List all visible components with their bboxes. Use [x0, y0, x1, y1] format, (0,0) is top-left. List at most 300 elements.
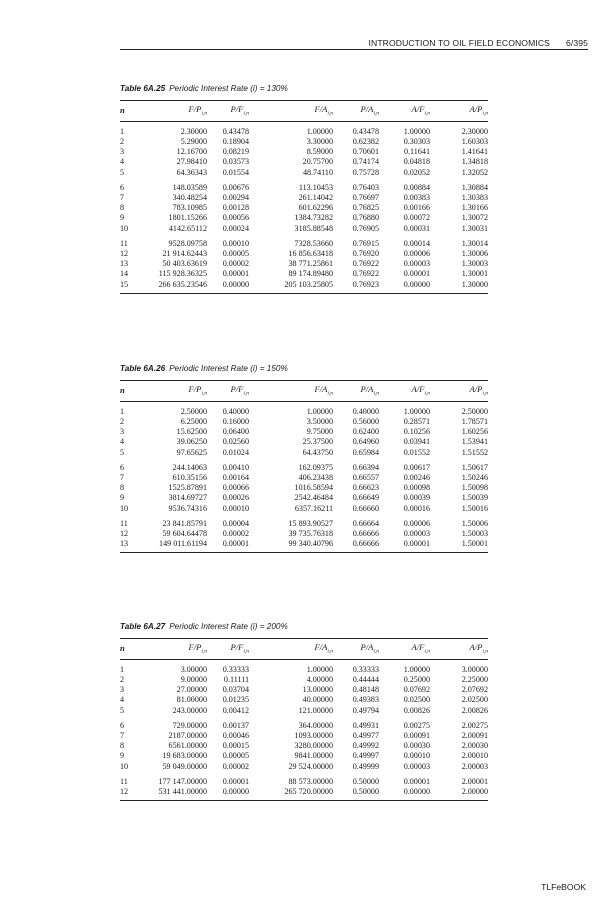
- factor-cell: 601.62296: [298, 203, 333, 213]
- table-row: [120, 224, 488, 234]
- period-cell: 2: [120, 136, 125, 146]
- table-row: [120, 716, 488, 731]
- factor-cell: 115 928.36325: [158, 269, 207, 279]
- factor-cell: 99 340.40796: [249, 539, 333, 553]
- table-row: [120, 178, 488, 193]
- factor-cell: 0.49999: [352, 761, 379, 771]
- period-cell: 13: [120, 259, 129, 269]
- period-cell: 4: [120, 695, 125, 705]
- factor-cell: 0.66394: [352, 462, 379, 472]
- factor-cell: 3.00000: [180, 664, 207, 674]
- period-cell: 4: [120, 437, 125, 447]
- factor-cell: 1.50617: [461, 462, 488, 472]
- table-row: [120, 249, 488, 259]
- column-header: $F/P_{i,n}$: [143, 639, 207, 660]
- table-row: [120, 280, 488, 294]
- factor-cell: 0.00001: [403, 776, 430, 786]
- period-cell: 10: [120, 223, 129, 233]
- factor-cell: 1.30001: [461, 269, 488, 279]
- factor-cell: 0.40000: [352, 406, 379, 416]
- factor-cell: 25.37500: [302, 437, 333, 447]
- table-row: [120, 234, 488, 249]
- factor-cell: 1.30031: [461, 223, 488, 233]
- factor-cell: 0.66660: [352, 503, 379, 513]
- factor-cell: 0.76922: [352, 259, 379, 269]
- period-cell: 5: [120, 167, 125, 177]
- factor-cell: 0.00098: [403, 483, 430, 493]
- factor-cell: 2.50000: [180, 406, 207, 416]
- period-cell: 7: [120, 472, 125, 482]
- factor-cell: 0.06400: [222, 427, 249, 437]
- factor-cell: 21 914.62443: [162, 248, 207, 258]
- factor-cell: 0.01554: [222, 167, 249, 177]
- factor-cell: 1.53941: [461, 437, 488, 447]
- table-row: [120, 203, 488, 213]
- running-header: [120, 38, 588, 48]
- factor-cell: 0.00001: [403, 269, 430, 279]
- table-row: [120, 427, 488, 437]
- factor-cell: 8.59000: [306, 147, 333, 157]
- factor-cell: 16 856.63418: [288, 248, 333, 258]
- factor-cell: 0.00676: [222, 182, 249, 192]
- factor-cell: 3.00000: [461, 664, 488, 674]
- period-cell: 9: [120, 493, 125, 503]
- factor-cell: 0.00003: [403, 528, 430, 538]
- factor-cell: 0.00002: [222, 528, 249, 538]
- factor-cell: 2.00001: [461, 776, 488, 786]
- factor-cell: 0.62382: [352, 136, 379, 146]
- table-row: [120, 539, 488, 553]
- period-cell: 8: [120, 203, 125, 213]
- factor-cell: 1.41641: [461, 147, 488, 157]
- table-row: [120, 493, 488, 503]
- column-header: $A/F_{i,n}$: [379, 381, 430, 402]
- period-cell: 10: [120, 761, 129, 771]
- factor-cell: 1.34818: [461, 157, 488, 167]
- column-header: $A/P_{i,n}$: [430, 639, 488, 660]
- factor-cell: 38 771.25861: [288, 259, 333, 269]
- factor-cell: 1.50039: [461, 493, 488, 503]
- table-caption: [120, 364, 488, 373]
- factor-cell: 0.08219: [222, 147, 249, 157]
- column-header: $F/P_{i,n}$: [143, 101, 207, 122]
- factor-cell: 50 403.63619: [162, 259, 207, 269]
- period-cell: 4: [120, 157, 125, 167]
- factor-cell: 6561.00000: [168, 741, 207, 751]
- footer-watermark: TLFeBOOK: [541, 882, 586, 892]
- factor-cell: 0.18904: [222, 136, 249, 146]
- table-row: [120, 514, 488, 529]
- factor-cell: 13.00000: [302, 685, 333, 695]
- factor-cell: 0.00066: [222, 483, 249, 493]
- period-cell: 3: [120, 685, 125, 695]
- factor-cell: 0.00031: [403, 223, 430, 233]
- factor-cell: 1.30072: [461, 213, 488, 223]
- factor-cell: 2.00091: [461, 730, 488, 740]
- interest-factor-table: [120, 638, 488, 801]
- table-row: [120, 762, 488, 772]
- factor-cell: 0.76923: [333, 280, 379, 294]
- factor-cell: 0.49977: [352, 730, 379, 740]
- factor-cell: 0.76880: [352, 213, 379, 223]
- factor-cell: 1.00000: [306, 126, 333, 136]
- factor-cell: 113.10453: [298, 182, 333, 192]
- factor-cell: 1.60303: [461, 136, 488, 146]
- factor-cell: 88 573.00000: [288, 776, 333, 786]
- factor-cell: 0.07692: [403, 685, 430, 695]
- factor-cell: 0.01024: [222, 447, 249, 457]
- factor-cell: 0.00056: [222, 213, 249, 223]
- factor-cell: 148.03589: [172, 182, 207, 192]
- factor-cell: 0.00039: [403, 493, 430, 503]
- factor-cell: 0.00275: [403, 720, 430, 730]
- period-cell: 3: [120, 427, 125, 437]
- factor-cell: 20.75700: [302, 157, 333, 167]
- factor-cell: 6357.16211: [294, 503, 333, 513]
- column-header: $F/P_{i,n}$: [143, 381, 207, 402]
- factor-cell: 1.32052: [461, 167, 488, 177]
- factor-cell: 2.00826: [461, 705, 488, 715]
- table-row: [120, 137, 488, 147]
- factor-cell: 0.56000: [352, 416, 379, 426]
- factor-cell: 0.49794: [352, 705, 379, 715]
- factor-cell: 1.30383: [461, 192, 488, 202]
- table-caption-text: Periodic Interest Rate (i) = 150%: [169, 364, 288, 373]
- factor-cell: 0.00383: [403, 192, 430, 202]
- table-label: Table 6A.27: [120, 622, 166, 631]
- period-cell: 14: [120, 269, 129, 279]
- factor-cell: 1801.15266: [168, 213, 207, 223]
- factor-cell: 1384.73282: [294, 213, 333, 223]
- factor-cell: 0.76905: [352, 223, 379, 233]
- column-header: $P/A_{i,n}$: [333, 101, 379, 122]
- factor-cell: 9536.74316: [168, 503, 207, 513]
- factor-cell: 9841.00000: [294, 751, 333, 761]
- factor-cell: 0.03573: [222, 157, 249, 167]
- factor-cell: 0.00826: [403, 705, 430, 715]
- factor-cell: 364.00000: [298, 720, 333, 730]
- table-row: [120, 269, 488, 279]
- factor-cell: 0.62400: [352, 427, 379, 437]
- factor-cell: 0.66557: [352, 472, 379, 482]
- period-cell: 8: [120, 741, 125, 751]
- factor-cell: 0.00617: [403, 462, 430, 472]
- period-cell: 15: [120, 280, 143, 294]
- factor-cell: 0.28571: [403, 416, 430, 426]
- factor-cell: 244.14063: [172, 462, 207, 472]
- period-cell: 5: [120, 447, 125, 457]
- factor-cell: 3.50000: [306, 416, 333, 426]
- table-row: [120, 437, 488, 447]
- period-cell: 12: [120, 528, 129, 538]
- factor-cell: 1.78571: [461, 416, 488, 426]
- period-cell: 12: [120, 248, 129, 258]
- factor-cell: 2.25000: [461, 674, 488, 684]
- factor-cell: 1.00000: [403, 664, 430, 674]
- factor-cell: 0.66666: [333, 539, 379, 553]
- factor-cell: 1.30003: [461, 259, 488, 269]
- factor-cell: 1.50246: [461, 472, 488, 482]
- factor-cell: 1093.00000: [294, 730, 333, 740]
- factor-cell: 1.50098: [461, 483, 488, 493]
- factor-cell: 2.00010: [461, 751, 488, 761]
- factor-cell: 0.00412: [222, 705, 249, 715]
- interest-factor-table: [120, 380, 488, 553]
- factor-cell: 0.00010: [403, 751, 430, 761]
- factor-cell: 0.49931: [352, 720, 379, 730]
- column-header: $P/A_{i,n}$: [333, 639, 379, 660]
- table-row: [120, 675, 488, 685]
- period-cell: 12: [120, 787, 143, 801]
- period-cell: 9: [120, 213, 125, 223]
- column-header: $A/F_{i,n}$: [379, 639, 430, 660]
- table-row: [120, 473, 488, 483]
- table-row: [120, 157, 488, 167]
- period-cell: 6: [120, 720, 125, 730]
- period-cell: 11: [120, 776, 128, 786]
- factor-cell: 0.00001: [222, 269, 249, 279]
- table-caption: [120, 622, 488, 631]
- period-cell: 1: [120, 126, 125, 136]
- table-row: [120, 448, 488, 458]
- factor-cell: 97.65625: [176, 447, 207, 457]
- factor-cell: 0.00000: [379, 280, 430, 294]
- factor-cell: 0.00128: [222, 203, 249, 213]
- factor-cell: 0.76915: [352, 238, 379, 248]
- factor-cell: 610.35156: [172, 472, 207, 482]
- factor-cell: 0.76403: [352, 182, 379, 192]
- factor-cell: 9528.09758: [168, 238, 207, 248]
- factor-cell: 1016.58594: [294, 483, 333, 493]
- factor-cell: 0.33333: [352, 664, 379, 674]
- factor-cell: 0.49997: [352, 751, 379, 761]
- factor-cell: 121.00000: [298, 705, 333, 715]
- factor-cell: 0.74174: [352, 157, 379, 167]
- factor-cell: 0.76922: [352, 269, 379, 279]
- column-header: n: [120, 639, 143, 660]
- table-caption-text: Periodic Interest Rate (i) = 200%: [169, 622, 288, 631]
- factor-cell: 0.10256: [403, 427, 430, 437]
- table-row: [120, 772, 488, 787]
- factor-cell: 1.30884: [461, 182, 488, 192]
- factor-cell: 406.23438: [298, 472, 333, 482]
- period-cell: 6: [120, 182, 125, 192]
- period-cell: 10: [120, 503, 129, 513]
- factor-cell: 0.66649: [352, 493, 379, 503]
- factor-cell: 0.00006: [403, 518, 430, 528]
- table-row: [120, 695, 488, 705]
- factor-cell: 2.00275: [461, 720, 488, 730]
- factor-cell: 0.66666: [352, 528, 379, 538]
- factor-cell: 0.43478: [352, 126, 379, 136]
- factor-cell: 0.64960: [352, 437, 379, 447]
- factor-cell: 2542.46484: [294, 493, 333, 503]
- column-header: $A/P_{i,n}$: [430, 381, 488, 402]
- factor-cell: 0.00002: [222, 761, 249, 771]
- factor-cell: 0.11111: [223, 674, 249, 684]
- factor-cell: 1.00000: [403, 126, 430, 136]
- factor-cell: 59 049.00000: [162, 761, 207, 771]
- table-row: [120, 401, 488, 417]
- factor-cell: 89 174.89480: [288, 269, 333, 279]
- factor-cell: 1.00000: [403, 406, 430, 416]
- factor-cell: 0.33333: [222, 664, 249, 674]
- factor-cell: 0.25000: [403, 674, 430, 684]
- factor-cell: 0.00015: [222, 741, 249, 751]
- factor-cell: 3185.88548: [294, 223, 333, 233]
- factor-cell: 4.00000: [306, 674, 333, 684]
- factor-cell: 0.76920: [352, 248, 379, 258]
- factor-cell: 0.00004: [222, 518, 249, 528]
- factor-cell: 27.98410: [176, 157, 207, 167]
- factor-cell: 0.02500: [403, 695, 430, 705]
- factor-cell: 40.00000: [302, 695, 333, 705]
- factor-cell: 0.04818: [403, 157, 430, 167]
- table-block: [120, 84, 488, 294]
- table-row: [120, 659, 488, 675]
- table-label: Table 6A.25: [120, 84, 166, 93]
- factor-cell: 0.44444: [352, 674, 379, 684]
- column-header: $F/A_{i,n}$: [249, 639, 333, 660]
- factor-cell: 266 635.23546: [143, 280, 207, 294]
- factor-cell: 39.06250: [176, 437, 207, 447]
- factor-cell: 0.00010: [222, 503, 249, 513]
- factor-cell: 0.00000: [207, 280, 249, 294]
- column-header: n: [120, 101, 143, 122]
- table-row: [120, 168, 488, 178]
- factor-cell: 2.50000: [461, 406, 488, 416]
- table-row: [120, 483, 488, 493]
- factor-cell: 340.48254: [172, 192, 207, 202]
- factor-cell: 1.30000: [430, 280, 488, 294]
- factor-cell: 1.50006: [461, 518, 488, 528]
- factor-cell: 0.50000: [352, 776, 379, 786]
- factor-cell: 1.50001: [430, 539, 488, 553]
- factor-cell: 2.00000: [430, 787, 488, 801]
- factor-cell: 0.50000: [333, 787, 379, 801]
- factor-cell: 0.01552: [403, 447, 430, 457]
- factor-cell: 0.00091: [403, 730, 430, 740]
- table-row: [120, 529, 488, 539]
- factor-cell: 29 524.00000: [288, 761, 333, 771]
- period-cell: 7: [120, 192, 125, 202]
- table-row: [120, 193, 488, 203]
- factor-cell: 0.00002: [222, 259, 249, 269]
- column-header: $F/A_{i,n}$: [249, 101, 333, 122]
- table-row: [120, 147, 488, 157]
- factor-cell: 783.10985: [172, 203, 207, 213]
- factor-cell: 0.00294: [222, 192, 249, 202]
- factor-cell: 6.25000: [180, 416, 207, 426]
- table-row: [120, 731, 488, 741]
- period-cell: 5: [120, 705, 125, 715]
- factor-cell: 0.00000: [207, 787, 249, 801]
- factor-cell: 0.00003: [403, 761, 430, 771]
- period-cell: 9: [120, 751, 125, 761]
- factor-cell: 3280.00000: [294, 741, 333, 751]
- column-header: n: [120, 381, 143, 402]
- table-block: [120, 622, 488, 801]
- table-row: [120, 121, 488, 137]
- table-label: Table 6A.26: [120, 364, 166, 373]
- factor-cell: 27.00000: [176, 685, 207, 695]
- factor-cell: 3.30000: [306, 136, 333, 146]
- factor-cell: 531 441.00000: [143, 787, 207, 801]
- factor-cell: 0.76697: [352, 192, 379, 202]
- factor-cell: 0.16000: [222, 416, 249, 426]
- period-cell: 1: [120, 664, 125, 674]
- factor-cell: 1.30014: [461, 238, 488, 248]
- table-row: [120, 259, 488, 269]
- period-cell: 11: [120, 518, 128, 528]
- factor-cell: 0.11641: [403, 147, 430, 157]
- factor-cell: 261.14042: [298, 192, 333, 202]
- period-cell: 7: [120, 730, 125, 740]
- factor-cell: 0.00137: [222, 720, 249, 730]
- factor-cell: 0.00014: [403, 238, 430, 248]
- table-row: [120, 458, 488, 473]
- factor-cell: 9.75000: [306, 427, 333, 437]
- factor-cell: 0.00030: [403, 741, 430, 751]
- table-row: [120, 504, 488, 514]
- column-header: $P/A_{i,n}$: [333, 381, 379, 402]
- factor-cell: 2.02500: [461, 695, 488, 705]
- factor-cell: 7328.53660: [294, 238, 333, 248]
- factor-cell: 0.00026: [222, 493, 249, 503]
- factor-cell: 23 841.85791: [162, 518, 207, 528]
- table-row: [120, 751, 488, 761]
- factor-cell: 0.00005: [222, 751, 249, 761]
- factor-cell: 1.50016: [461, 503, 488, 513]
- factor-cell: 2.07692: [461, 685, 488, 695]
- factor-cell: 0.75728: [352, 167, 379, 177]
- table-row: [120, 417, 488, 427]
- factor-cell: 0.00072: [403, 213, 430, 223]
- factor-cell: 0.66664: [352, 518, 379, 528]
- column-header: $F/A_{i,n}$: [249, 381, 333, 402]
- factor-cell: 0.43478: [222, 126, 249, 136]
- table-caption-text: Periodic Interest Rate (i) = 130%: [169, 84, 288, 93]
- factor-cell: 0.00164: [222, 472, 249, 482]
- factor-cell: 0.00024: [222, 223, 249, 233]
- column-header: $P/F_{i,n}$: [207, 101, 249, 122]
- factor-cell: 0.00246: [403, 472, 430, 482]
- factor-cell: 0.00001: [222, 776, 249, 786]
- table-row: [120, 706, 488, 716]
- table-block: [120, 364, 488, 553]
- factor-cell: 1.30006: [461, 248, 488, 258]
- factor-cell: 2187.00000: [168, 730, 207, 740]
- factor-cell: 0.40000: [222, 406, 249, 416]
- factor-cell: 64.36343: [176, 167, 207, 177]
- factor-cell: 0.49992: [352, 741, 379, 751]
- factor-cell: 0.00016: [403, 503, 430, 513]
- header-rule: [120, 49, 588, 50]
- factor-cell: 1.50003: [461, 528, 488, 538]
- factor-cell: 0.00001: [379, 539, 430, 553]
- factor-cell: 0.00006: [403, 248, 430, 258]
- factor-cell: 15.62500: [176, 427, 207, 437]
- factor-cell: 0.03941: [403, 437, 430, 447]
- period-cell: 2: [120, 416, 125, 426]
- period-cell: 8: [120, 483, 125, 493]
- period-cell: 6: [120, 462, 125, 472]
- factor-cell: 177 147.00000: [158, 776, 207, 786]
- factor-cell: 48.74110: [302, 167, 333, 177]
- factor-cell: 0.00010: [222, 238, 249, 248]
- factor-cell: 0.03704: [222, 685, 249, 695]
- factor-cell: 3814.69727: [168, 493, 207, 503]
